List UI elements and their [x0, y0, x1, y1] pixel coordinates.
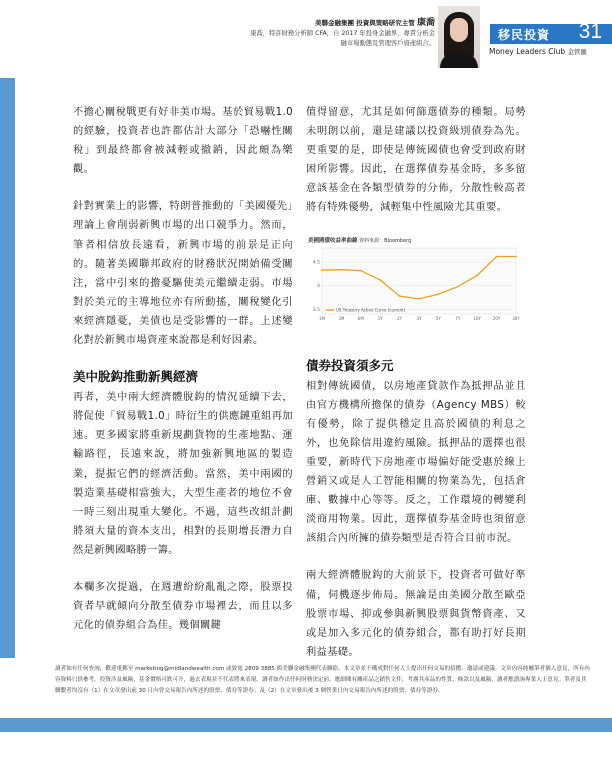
- right-column: [306, 103, 526, 662]
- legend-label: US Treasury Active Curve (current): [336, 307, 406, 313]
- data-point: [438, 293, 440, 295]
- paragraph: 本欄多次提過，在週遭紛紛亂亂之際，股票投資者早就傾向分散至債券市場裡去，而且以多元化的債券組合為佳。幾個關鍵: [73, 581, 293, 632]
- data-point: [379, 279, 381, 281]
- section-name: 移民投資: [498, 28, 551, 42]
- paragraph: 值得留意，尤其是如何篩選債券的種類。局勢未明朗以前，還是建議以投資級別債券為先。更重要的是，即使是傳統國債也會受到政府財困所影響。因此，在選擇債券基金時，多多留意該基金在各類型債券的分佈，分散性較高者將有特殊優勢，減輕集中性風險尤其重要。: [306, 107, 526, 214]
- chart-plot: [308, 244, 526, 328]
- x-tick-label: 1Y: [377, 316, 383, 321]
- chart-title-row: [308, 236, 526, 244]
- bottom-accent-band: [0, 718, 612, 732]
- data-point: [418, 298, 420, 300]
- paragraph: 兩大經濟體脫鈎的大前景下，投資者可做好準備，伺機逐步佈局。無論是由美國分散至歐亞股票市場、抑或參與新興股票與貨幣資產、又或是加入多元化的債券組合，都有助打好長期利益基礎。: [306, 570, 526, 658]
- data-point: [399, 295, 401, 297]
- section-heading: 美中脫鈎推動新興經濟: [73, 369, 199, 385]
- section-heading: 債券投資須多元: [306, 357, 394, 373]
- left-column: [73, 103, 293, 635]
- page-header: [0, 0, 612, 78]
- paragraph: 針對實業上的影響，特朗普推動的「美國優先」理論上會削弱新興市場的出口競爭力。然而，筆者相信放長遠看，新興市場的前景是正向的。隨著美國聯邦政府的財務狀況開始備受關注，當中引來的擔憂驅使美元繼續走弱。市場對於美元的主導地位亦有所動搖，關稅變化引來經濟隱憂，美債也是受影響的一群。上述變化對於新興市場資產來說都是利好因素。: [73, 201, 293, 347]
- column-brand: [489, 47, 609, 56]
- yield-curve-chart: [308, 236, 526, 328]
- x-tick-label: 6M: [357, 316, 364, 321]
- y-tick-label: 4: [317, 284, 320, 290]
- data-point: [515, 256, 517, 258]
- x-tick-label: 3Y: [416, 316, 422, 321]
- disclaimer: 讀者如有任何查詢，歡迎電郵至 marketing@midlandwealth.com 或致電 2809 3885 與美聯金融集團代表聯絡。本文章並不構成對任何人士提出任何交易的招攬、邀請或建議。文章內容純屬筆者個人意見，所有內容資料只供參考。投資涉及風險，基金價格可跌可升，過去表現並不代表將來表現。讀者如作出任何財務決定前，應細閱有關產品之銷售文件，考慮其產品的性質、條款以及風險，讀者應諮詢專業人士意見。筆者及其聯繫者均沒有（1）在文章發出前 30 日內曾交易報告內所述的股票、債券等證券；及（2）在文章發出後 3 個營業日內交易報告內所述的股票、債券等證券。: [55, 666, 590, 694]
- paragraph: 相對傳統國債，以房地產貸款作為抵押品並且由官方機構所擔保的債券（Agency MBS）較有優勢，除了提供穩定且高於國債的利息之外，也免除信用違約風險。抵押品的選擇也很重要，新時代下房地產市場偏好能受惠於線上營銷又或是人工智能相關的物業為先，包括倉庫、數據中心等等。反之，工作環境的轉變利淡商用物業。因此，選擇債券基金時也須留意該組合內所擁的債券類型是否符合目前市況。: [306, 380, 526, 545]
- paragraph: 不擔心關稅戰更有好非美市場。基於貿易戰1.0的經驗，投資者也許都估計大部分「恐嚇性關稅」到最終都會被減輕或撤銷，因此頗為樂觀。: [73, 107, 293, 176]
- paragraph: 再者，美中兩大經濟體脫鈎的情況延續下去，將促使「貿易戰1.0」時衍生的供應鏈重組再加速。更多國家將重新規劃貨物的生產地點、運輸路徑，長遠來說，將加強新興地區的製造業，提振它們的經濟活動。當然，美中兩國的製造業基礎相當強大，大型生產者的地位不會一時三刻出現重大變化。不過，這些改組計劃將須大量的資本支出，相對的長期增長潛力自然是新興國略勝一籌。: [73, 392, 293, 556]
- author-portrait: [438, 6, 480, 68]
- x-tick-label: 1M: [319, 316, 325, 321]
- author-bio: 康喬，特許財務分析師 CFA，自 2017 年投身金融界，專責分析金融市場動態及管理客戶資產組合。: [250, 30, 435, 47]
- column-brand-zh: 金管匯: [567, 48, 587, 56]
- x-tick-label: 3M: [338, 316, 345, 321]
- plot-area: [322, 248, 516, 314]
- data-point: [457, 286, 459, 288]
- x-tick-label: 5Y: [435, 316, 441, 321]
- data-point: [360, 270, 362, 272]
- y-tick-label: 3.5: [312, 307, 320, 313]
- x-tick-label: 2Y: [397, 316, 403, 321]
- author-title: [250, 18, 435, 28]
- x-tick-label: 10Y: [473, 316, 481, 321]
- author-position: 美聯金融集團 投資與策略研究主管: [314, 19, 415, 27]
- author-name: 康喬: [416, 18, 435, 28]
- chart-title: 美國國債收益率曲線: [308, 238, 358, 244]
- x-tick-label: 30Y: [512, 316, 520, 321]
- section-tag: [490, 20, 612, 44]
- data-point: [321, 269, 323, 271]
- author-block: [250, 18, 435, 49]
- data-point: [341, 269, 343, 271]
- page-number: 31: [578, 20, 602, 43]
- x-tick-label: 20Y: [492, 316, 501, 321]
- data-point: [476, 274, 478, 276]
- data-point: [496, 256, 498, 258]
- y-tick-label: 4.5: [312, 260, 320, 266]
- x-tick-label: 7Y: [455, 316, 461, 321]
- left-accent-strip: [0, 78, 15, 658]
- column-brand-en: Money Leaders Club: [489, 47, 566, 56]
- chart-source: 資料來源：Bloomberg: [359, 238, 412, 244]
